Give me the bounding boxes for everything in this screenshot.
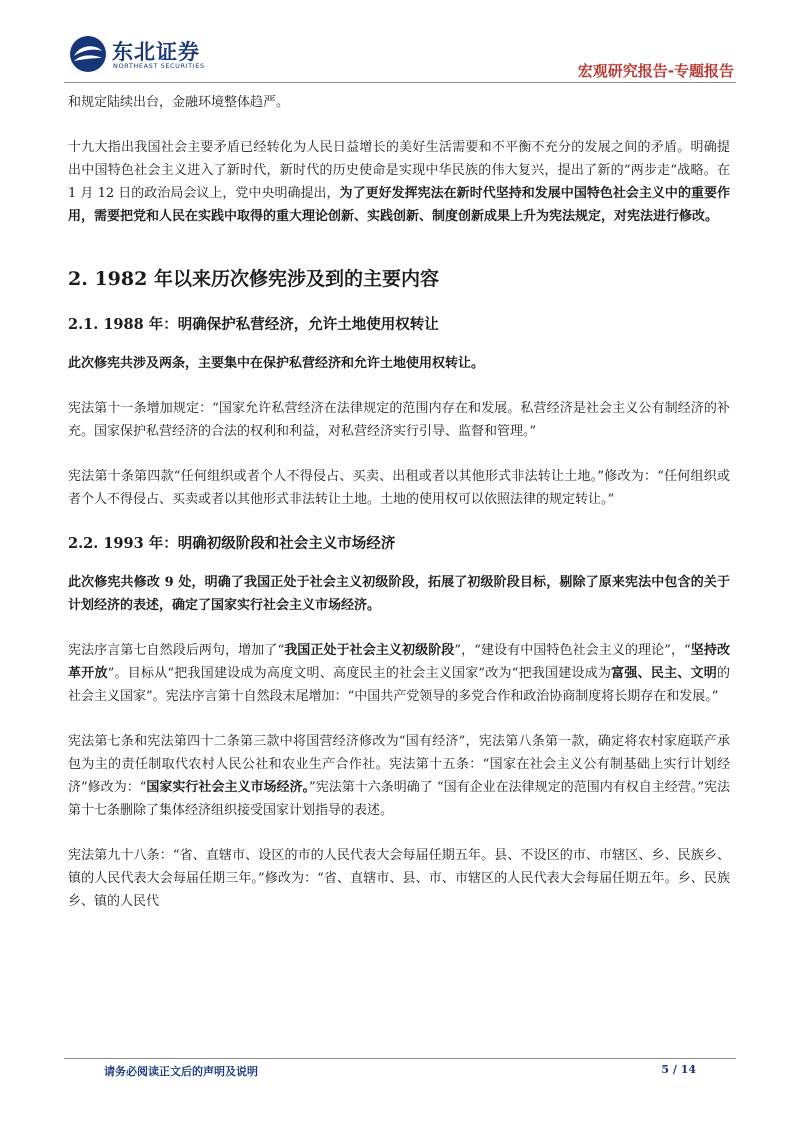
header-divider [64,82,736,83]
paragraph: 宪法第十条第四款“任何组织或者个人不得侵占、买卖、出租或者以其他形式非法转让土地。”修改为：“任何组织或者个人不得侵占、买卖或者以其他形式非法转让土地。土地的使用权可以依照法律的规定转让。” [68,469,730,507]
paragraph-text: 宪法序言第七自然段后两句，增加了“ [68,643,285,658]
paragraph-emphasis: 坚持改革开放 [68,643,730,681]
paragraph-emphasis: 为了更好发挥宪法在新时代坚持和发展中国特色社会主义中的重要作用，需要把党和人民在实践中取得的重大理论创新、实践创新、制度创新成果上升为宪法规定，对宪法进行修改。 [68,186,730,224]
company-logo [68,34,218,76]
paragraph-text: ”。目标从“把我国建设成为高度文明、高度民主的社会主义国家”改为“把我国建设成为 [107,666,612,681]
paragraph-emphasis: 富强、民主、文明 [611,666,717,681]
logo-mark-icon [68,34,108,74]
paragraph-text: 的社会主义国家”。宪法序言第十自然段末尾增加：“中国共产党领导的多党合作和政治协商制度将长期存在和发展。” [68,666,730,704]
logo-text-en: NORTHEAST SECURITIES [113,62,205,70]
logo-text-cn: 东北证券 [112,40,200,64]
subsection-heading: 2.1. 1988 年：明确保护私营经济，允许土地使用权转让 [68,316,439,333]
subsection-summary: 此次修宪共涉及两条，主要集中在保护私营经济和允许土地使用权转让。 [68,356,485,371]
report-body [68,91,730,913]
paragraph [68,639,730,708]
paragraph: 宪法第十一条增加规定：“国家允许私营经济在法律规定的范围内存在和发展。私营经济是社会主义公有制经济的补充。国家保护私营经济的合法的权利和利益，对私营经济实行引导、监督和管理。” [68,401,730,439]
paragraph-emphasis: 我国正处于社会主义初级阶段 [284,643,455,658]
paragraph-emphasis: 国家实行社会主义市场经济。 [146,780,310,795]
paragraph: 宪法第九十八条：“省、直辖市、设区的市的人民代表大会每届任期五年。县、不设区的市、市辖区、乡、民族乡、镇的人民代表大会每届任期三年。”修改为：“省、直辖市、县、市、市辖区的人民代表大会每届任期五年。乡、民族乡、镇的人民代 [68,848,730,909]
subsection-summary: 此次修宪共修改 9 处，明确了我国正处于社会主义初级阶段，拓展了初级阶段目标，剔除了原来宪法中包含的关于计划经济的表述，确定了国家实行社会主义市场经济。 [68,575,730,613]
paragraph [68,136,730,228]
section-heading: 2. 1982 年以来历次修宪涉及到的主要内容 [68,268,439,290]
footer-disclaimer: 请务必阅读正文后的声明及说明 [104,1065,258,1078]
paragraph-text: ”宪法第十六条明确了 “国有企业在法律规定的范围内有权自主经营。”宪法第十七条删除了集体经济组织接受国家计划指导的表述。 [68,780,731,818]
paragraph-text: ”，“建设有中国特色社会主义的理论”，“ [454,643,691,658]
paragraph-text: 十九大指出我国社会主要矛盾已经转化为人民日益增长的美好生活需要和不平衡不充分的发展之间的矛盾。明确提出中国特色社会主义进入了新时代，新时代的历史使命是实现中华民族的伟大复兴，提出了新的“两步走“战略。在 1 月 12 日的政治局会议上，党中央明确提出， [68,140,730,201]
page-number: 5 / 14 [661,1063,696,1076]
subsection-heading: 2.2. 1993 年：明确初级阶段和社会主义市场经济 [68,535,396,552]
paragraph [68,730,730,822]
report-type: 宏观研究报告-专题报告 [577,62,734,80]
paragraph-text: 宪法第七条和宪法第四十二条第三款中将国营经济修改为“国有经济”，宪法第八条第一款，确定将农村家庭联产承包为主的责任制取代农村人民公社和农业生产合作社。宪法第十五条：“国家在社会主义公有制基础上实行计划经济”修改为：“ [68,734,730,795]
footer-divider [64,1058,736,1059]
paragraph: 和规定陆续出台，金融环境整体趋严。 [68,95,290,110]
